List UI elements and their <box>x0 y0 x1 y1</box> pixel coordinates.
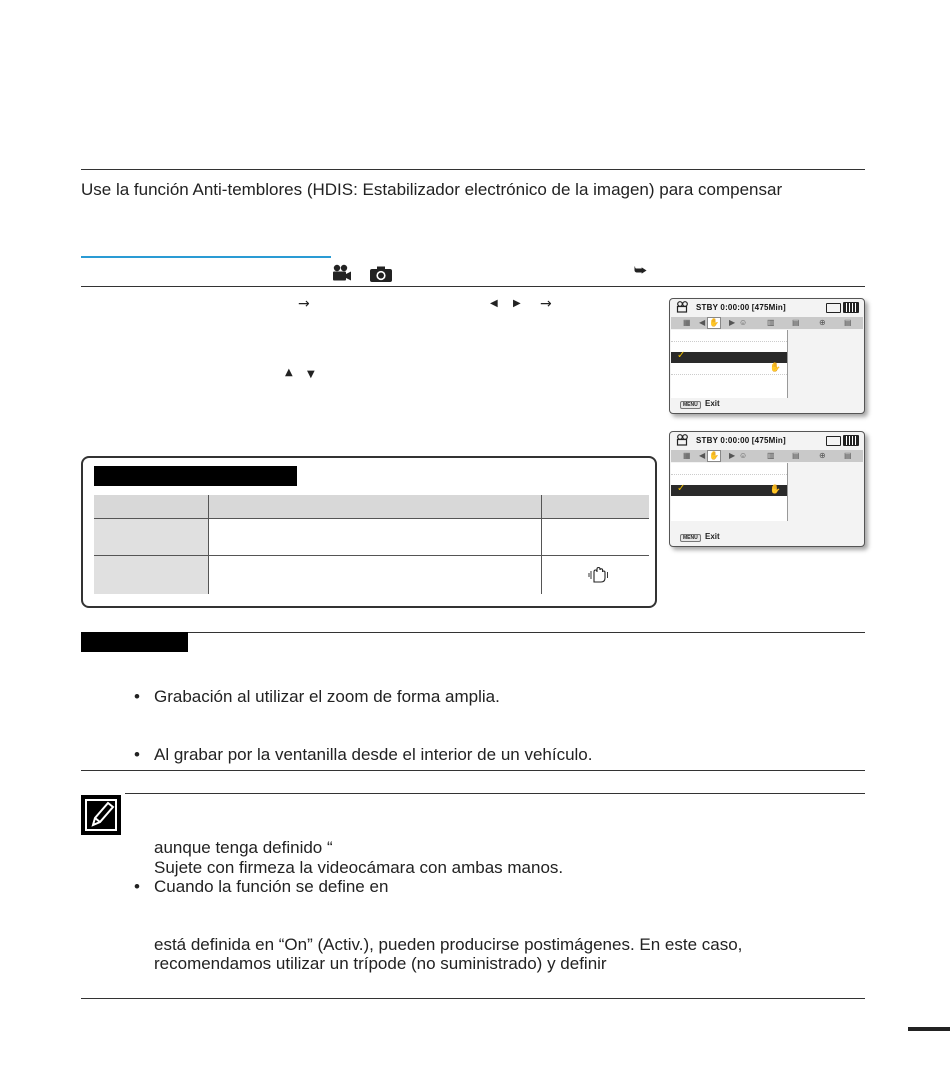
exit-label: Exit <box>705 399 720 408</box>
note-line-2: Sujete con firmeza la videocámara con ambas manos. <box>154 858 564 877</box>
step1-left-triangle: ◀ <box>490 298 498 309</box>
menu-bar <box>671 399 787 411</box>
bullet-marker: • <box>134 877 140 896</box>
shaking-hand-icon <box>588 566 610 584</box>
option-list <box>671 463 788 521</box>
menu-button: MENU <box>680 401 701 409</box>
table-title-bar <box>94 466 297 486</box>
table-row-divider <box>94 518 649 519</box>
step1-right-arrow: → <box>298 296 310 312</box>
settings-icon: ▤ <box>792 451 800 460</box>
table-col-divider <box>541 495 542 594</box>
table-header-row <box>94 495 649 518</box>
movie-mode-icon <box>676 434 690 448</box>
battery-icon <box>843 435 859 446</box>
film-icon: ▥ <box>767 451 775 460</box>
zoom-icon: ⊕ <box>819 451 826 460</box>
shaking-hand-icon: ✋ <box>769 362 781 372</box>
memory-card-icon <box>826 436 841 446</box>
right-nav-icon: ▶ <box>729 318 736 327</box>
note-line-1: aunque tenga definido “ <box>154 838 333 857</box>
step1-right-arrow-2: → <box>540 296 552 312</box>
note-top-rule <box>125 793 865 794</box>
submenu-table <box>81 456 657 608</box>
table-row-divider <box>94 555 649 556</box>
screen-status-text: STBY 0:00:00 [475Min] <box>696 303 786 312</box>
bullet-marker: • <box>134 687 140 706</box>
bullets-bottom-rule <box>81 770 865 771</box>
check-icon: ✓ <box>677 350 686 361</box>
left-nav-icon: ◀ <box>699 451 706 460</box>
page-tab-marker <box>908 1027 950 1031</box>
menu-list-icon: ▤ <box>844 451 852 460</box>
step2-down-triangle: ▼ <box>307 369 315 380</box>
grid-icon: ▦ <box>683 451 691 460</box>
exit-label: Exit <box>705 532 720 541</box>
camera-screen-2 <box>669 431 865 547</box>
list-item <box>671 363 787 375</box>
note-line-4: recomendamos utilizar un trípode (no suministrado) y definir <box>154 954 607 973</box>
note-line-3: está definida en “On” (Activ.), pueden producirse postimágenes. En este caso, <box>154 935 743 954</box>
film-icon: ▥ <box>767 318 775 327</box>
section-accent-rule <box>81 256 331 258</box>
movie-camera-icon <box>330 264 352 282</box>
battery-icon <box>843 302 859 313</box>
menu-icon-bar <box>671 450 863 462</box>
hdis-selected-icon: ✋ <box>707 450 721 462</box>
table-col-divider <box>208 495 209 594</box>
intro-text: Use la función Anti-temblores (HDIS: Estabilizador electrónico de la imagen) para compensar <box>81 180 783 199</box>
zoom-icon: ⊕ <box>819 318 826 327</box>
option-list <box>671 330 788 398</box>
hook-arrow: ⮩ <box>634 263 648 279</box>
grid-icon: ▦ <box>683 318 691 327</box>
left-nav-icon: ◀ <box>699 318 706 327</box>
table-cell-item-1 <box>94 519 208 555</box>
note-bullet-2: Cuando la función se define en <box>154 877 389 896</box>
menu-icon-bar <box>671 317 863 329</box>
top-rule <box>81 169 865 170</box>
photo-camera-icon <box>369 265 393 283</box>
hdis-selected-icon: ✋ <box>707 317 721 329</box>
movie-mode-icon <box>676 301 690 315</box>
note-pencil-icon <box>81 795 121 835</box>
section-rule <box>81 286 865 287</box>
face-icon: ☺ <box>739 451 748 460</box>
note-bottom-rule <box>81 998 865 999</box>
menu-button: MENU <box>680 534 701 542</box>
bullet-marker: • <box>134 745 140 764</box>
menu-bar <box>671 532 787 544</box>
memory-card-icon <box>826 303 841 313</box>
right-nav-icon: ▶ <box>729 451 736 460</box>
face-icon: ☺ <box>739 318 748 327</box>
check-icon: ✓ <box>677 483 686 494</box>
settings-icon: ▤ <box>792 318 800 327</box>
camera-screen-1 <box>669 298 865 414</box>
step1-right-triangle: ▶ <box>513 298 521 309</box>
menu-list-icon: ▤ <box>844 318 852 327</box>
step2-up-triangle: ▲ <box>285 367 293 378</box>
shaking-hand-icon: ✋ <box>769 484 781 494</box>
screen-status-text: STBY 0:00:00 [475Min] <box>696 436 786 445</box>
precaution-heading-bar <box>81 632 188 652</box>
table-cell-item-2 <box>94 556 208 594</box>
bullet-item-2: Al grabar por la ventanilla desde el interior de un vehículo. <box>154 745 593 764</box>
precaution-rule <box>188 632 865 633</box>
bullet-item-1: Grabación al utilizar el zoom de forma amplia. <box>154 687 500 706</box>
list-item-selected <box>671 485 787 496</box>
